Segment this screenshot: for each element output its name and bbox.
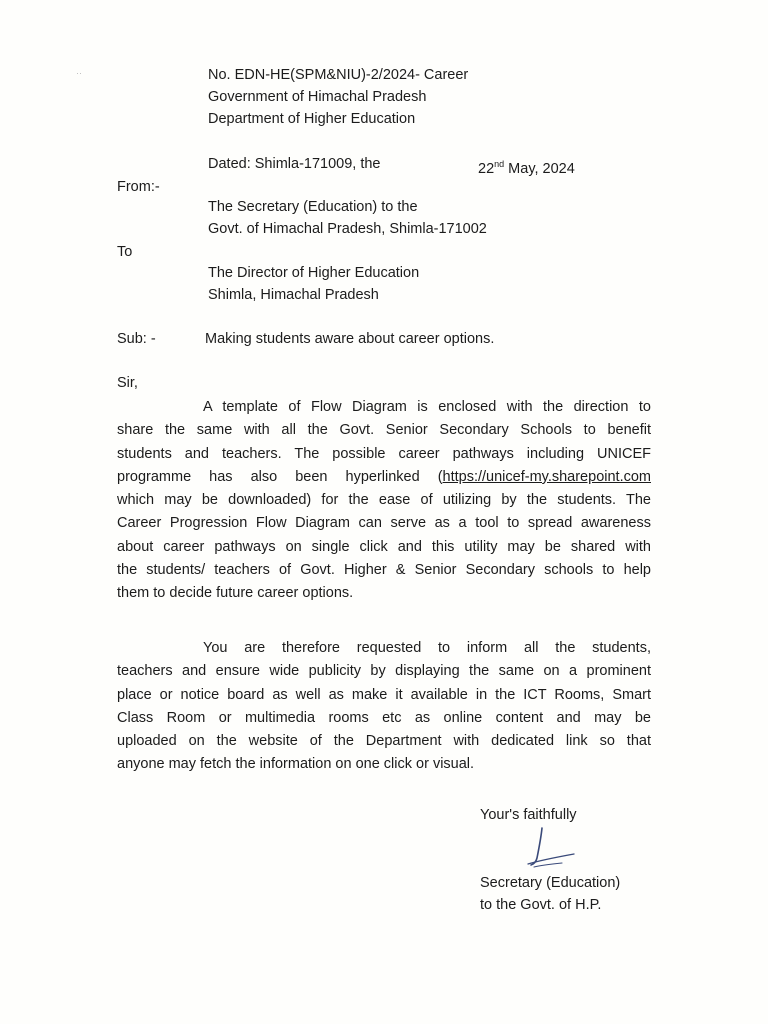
body-paragraph-1 bbox=[117, 396, 651, 606]
para1-line: which may be downloaded) for the ease of utilizing by the students. The bbox=[117, 492, 651, 509]
to-address bbox=[208, 262, 419, 306]
para2-line: anyone may fetch the information on one click or visual. bbox=[117, 756, 475, 773]
para1-line: A template of Flow Diagram is enclosed with the direction to bbox=[203, 399, 651, 415]
letter-header bbox=[208, 64, 468, 130]
scan-mark: ·· bbox=[76, 68, 82, 78]
to-line-1: The Director of Higher Education bbox=[208, 265, 420, 281]
subject-text: Making students aware about career options. bbox=[205, 331, 495, 347]
para1-line: share the same with all the Govt. Senior Secondary Schools to benefit bbox=[117, 422, 651, 439]
salutation: Sir, bbox=[117, 375, 138, 391]
to-label: To bbox=[117, 244, 133, 260]
para2-line: teachers and ensure wide publicity by displaying the same on a prominent bbox=[117, 663, 651, 680]
department-name: Department of Higher Education bbox=[208, 111, 416, 127]
para1-line: about career pathways on single click and this utility may be shared with bbox=[117, 538, 651, 555]
date-rest: May, 2024 bbox=[504, 161, 575, 177]
from-address bbox=[208, 196, 487, 240]
from-label: From:- bbox=[117, 179, 160, 195]
para1-line: the students/ teachers of Govt. Higher & Senior Secondary schools to help bbox=[117, 562, 651, 579]
para1-line: Career Progression Flow Diagram can serve as a tool to spread awareness bbox=[117, 515, 651, 532]
signatory-office: to the Govt. of H.P. bbox=[480, 897, 602, 913]
to-line-2: Shimla, Himachal Pradesh bbox=[208, 287, 379, 303]
signatory-block bbox=[480, 872, 620, 916]
handwritten-signature bbox=[512, 824, 592, 872]
government-name: Government of Himachal Pradesh bbox=[208, 89, 427, 105]
letter-date bbox=[478, 153, 575, 180]
closing-text: Your's faithfully bbox=[480, 807, 577, 823]
sharepoint-link[interactable]: https://unicef-my.sharepoint.com bbox=[442, 468, 651, 485]
from-line-1: The Secretary (Education) to the bbox=[208, 199, 418, 215]
subject-label: Sub: - bbox=[117, 331, 156, 347]
para1-line: them to decide future career options. bbox=[117, 585, 354, 602]
para1-text: programme has also been hyperlinked ( bbox=[117, 468, 443, 485]
from-line-2: Govt. of Himachal Pradesh, Shimla-171002 bbox=[208, 221, 487, 237]
para1-line-with-link bbox=[117, 466, 651, 489]
date-day: 22 bbox=[478, 161, 495, 177]
para2-line: uploaded on the website of the Department with dedicated link so that bbox=[117, 733, 651, 750]
date-suffix: nd bbox=[494, 159, 505, 169]
signatory-title: Secretary (Education) bbox=[480, 875, 621, 891]
para2-line: place or notice board as well as make it available in the ICT Rooms, Smart bbox=[117, 686, 651, 703]
para2-line: Class Room or multimedia rooms etc as online content and may be bbox=[117, 709, 651, 726]
dated-label: Dated: Shimla-171009, the bbox=[208, 156, 381, 172]
para1-line: students and teachers. The possible career pathways including UNICEF bbox=[117, 445, 651, 462]
para2-line: You are therefore requested to inform all the students, bbox=[203, 640, 651, 656]
body-paragraph-2 bbox=[117, 637, 651, 777]
reference-number: No. EDN-HE(SPM&NIU)-2/2024- Career bbox=[208, 67, 469, 83]
